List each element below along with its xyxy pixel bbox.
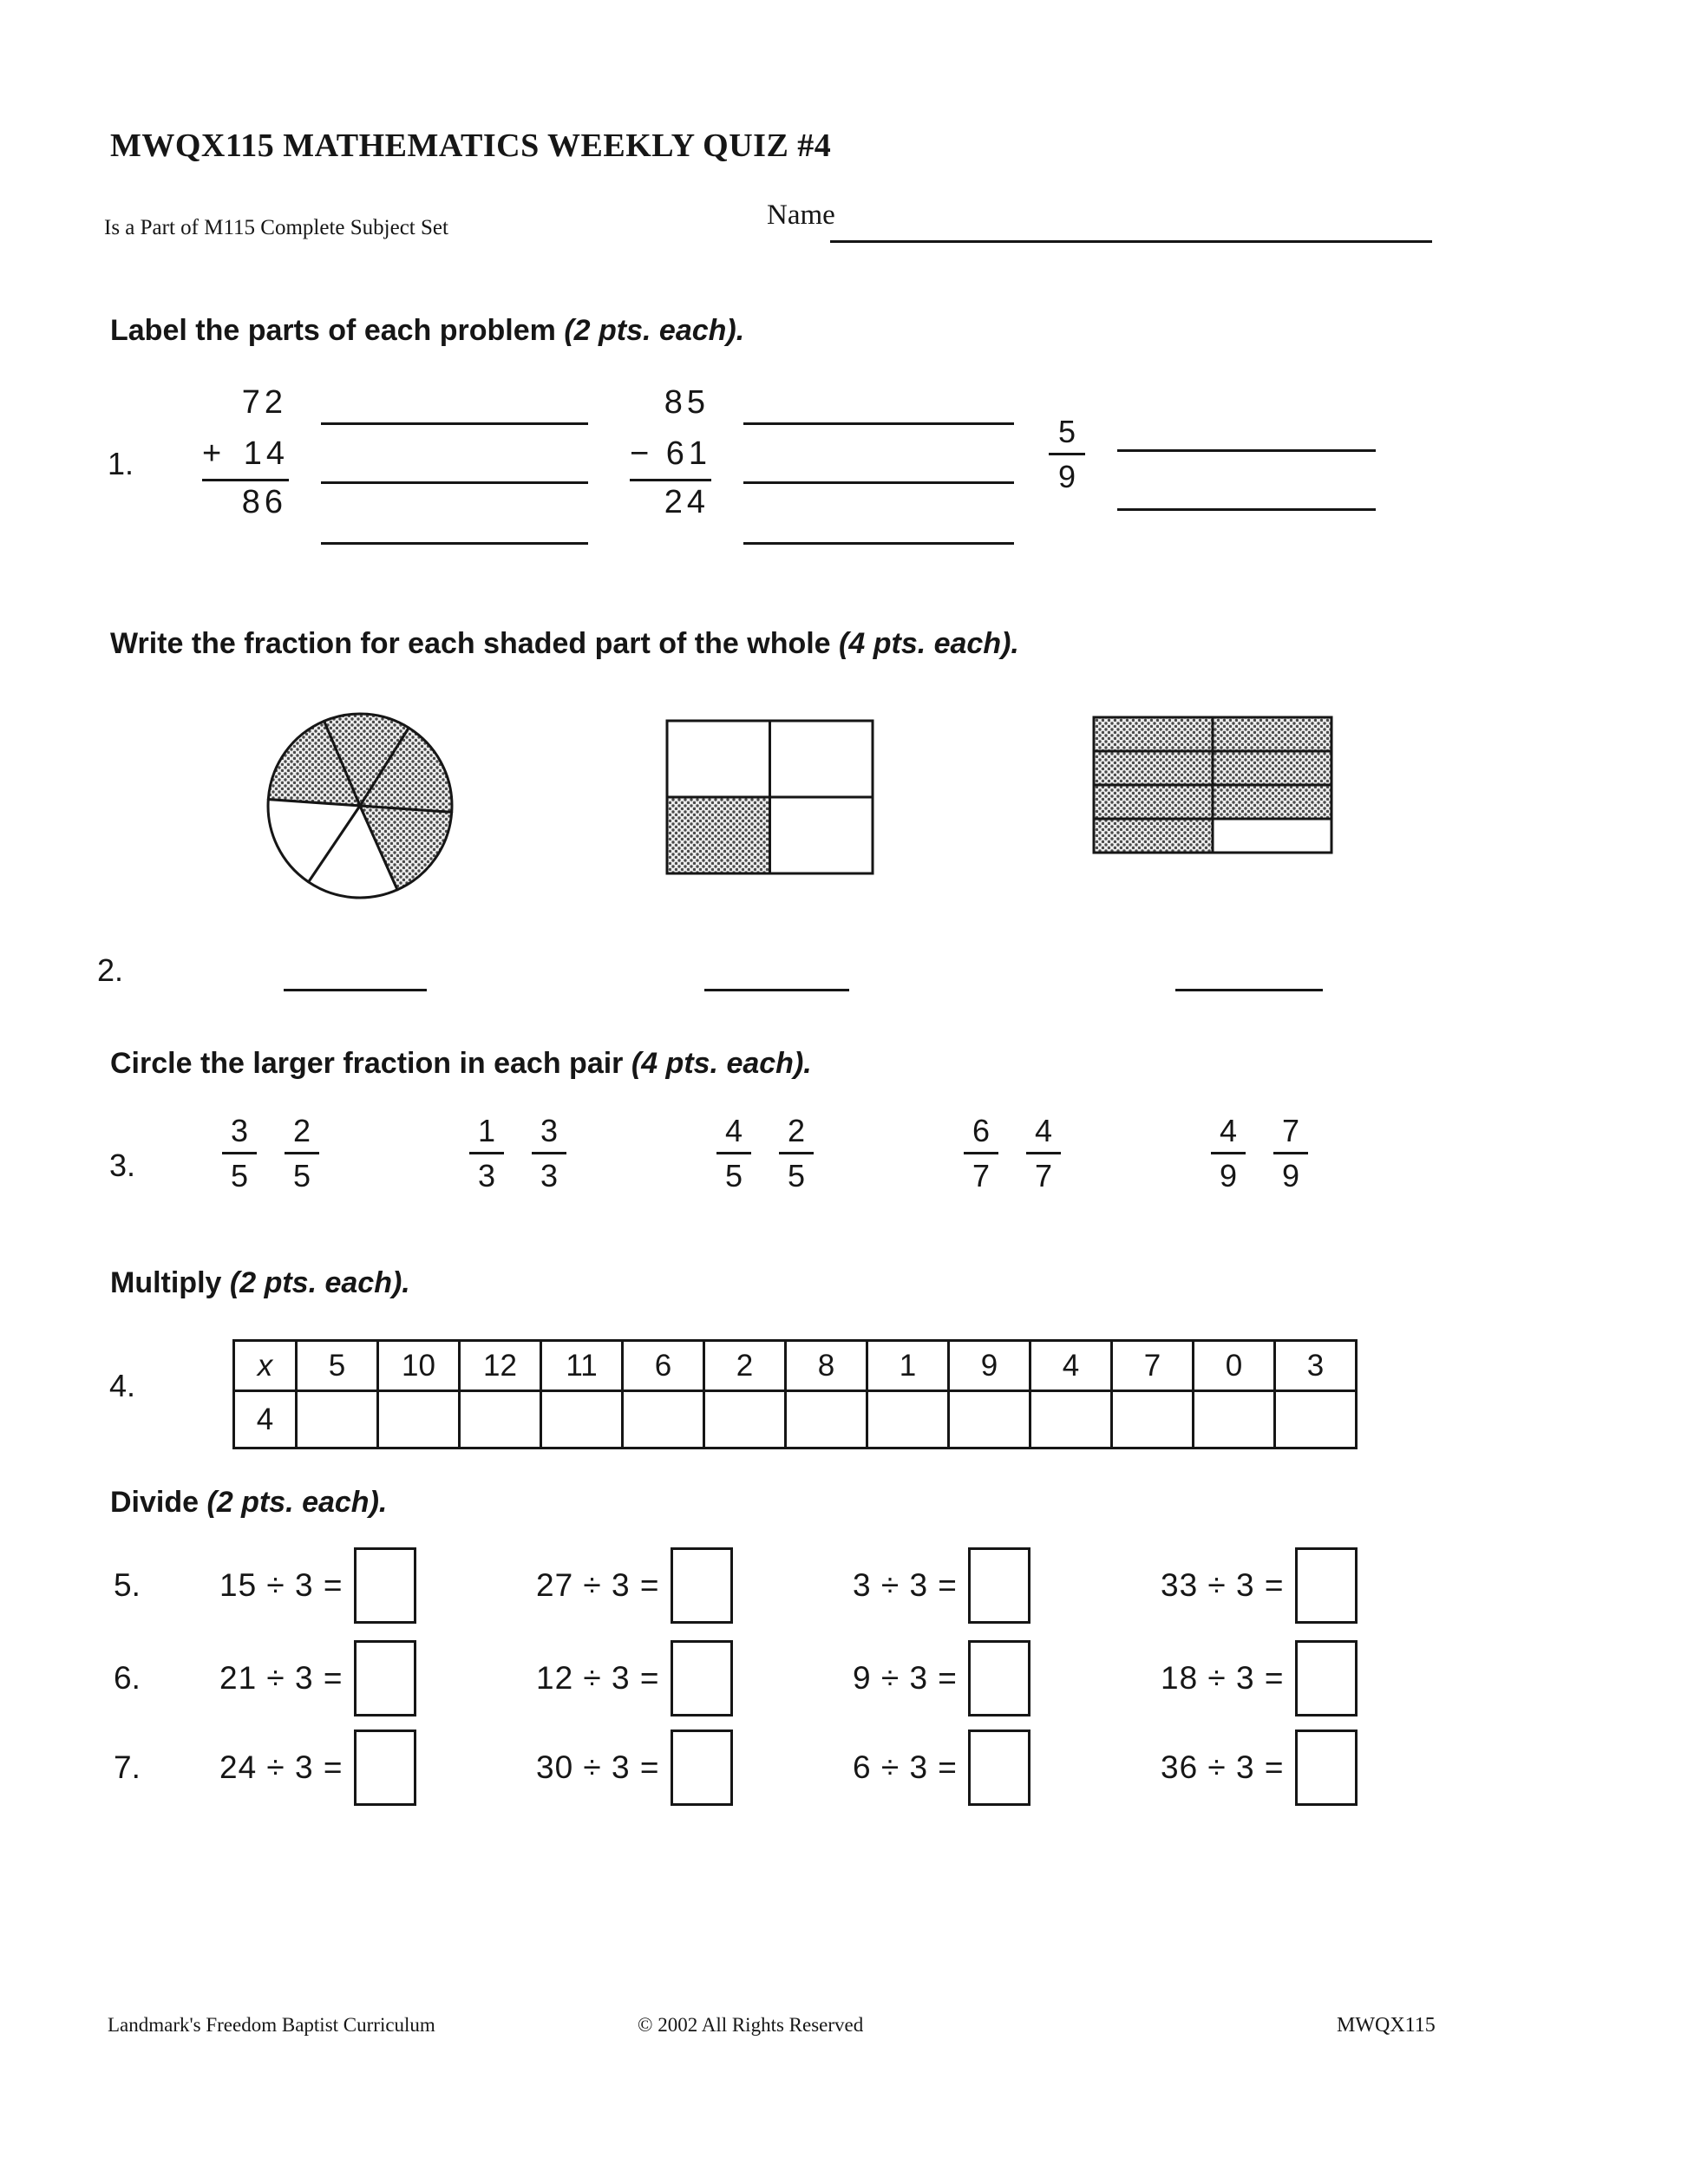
- division-problem: [219, 1728, 416, 1808]
- division-expression: 15 ÷ 3 =: [219, 1567, 343, 1603]
- division-problem: [536, 1546, 733, 1625]
- fraction-grid-2x2-shape: [665, 719, 874, 875]
- division-expression: 18 ÷ 3 =: [1161, 1660, 1285, 1696]
- division-row: [0, 1638, 1688, 1718]
- fraction-bar: [779, 1152, 814, 1154]
- fraction[interactable]: [1271, 1113, 1311, 1194]
- answer-box[interactable]: [968, 1640, 1030, 1716]
- division-expression: 24 ÷ 3 =: [219, 1749, 343, 1785]
- division-expression: 12 ÷ 3 =: [536, 1660, 660, 1696]
- answer-box[interactable]: [354, 1730, 416, 1806]
- problem-number-4: 4.: [109, 1368, 136, 1403]
- division-expression: 27 ÷ 3 =: [536, 1567, 660, 1603]
- multiplication-table: [232, 1339, 1358, 1449]
- subtraction-difference: 24: [664, 484, 710, 520]
- fraction[interactable]: [714, 1113, 754, 1194]
- name-label: Name: [767, 199, 835, 231]
- subtraction-problem: [630, 384, 711, 521]
- subtraction-subtrahend: 61: [665, 435, 711, 472]
- fraction-pair: [467, 1113, 569, 1194]
- fraction-bar: [716, 1152, 751, 1154]
- answer-box[interactable]: [354, 1547, 416, 1624]
- section1-heading-points: (2 pts. each).: [564, 314, 745, 347]
- fraction-denominator: 5: [724, 1158, 743, 1194]
- fraction-bar: [532, 1152, 566, 1154]
- fraction-denominator: 7: [1034, 1158, 1053, 1194]
- section5-heading: [110, 1486, 387, 1520]
- fraction-numerator: 4: [1034, 1113, 1053, 1148]
- fraction-denominator: 9: [1219, 1158, 1238, 1194]
- plus-sign: +: [202, 435, 226, 472]
- section2-heading: [110, 627, 1019, 661]
- product-answer-cell[interactable]: [1030, 1391, 1112, 1448]
- fraction-label-blank[interactable]: [1117, 508, 1376, 511]
- division-expression: 21 ÷ 3 =: [219, 1660, 343, 1696]
- multiplier-header-cell: 7: [1112, 1341, 1194, 1391]
- multiplier-header-cell: 11: [541, 1341, 623, 1391]
- multiplier-header-cell: 4: [1030, 1341, 1112, 1391]
- product-answer-cell[interactable]: [460, 1391, 541, 1448]
- fraction-numerator: 6: [972, 1113, 991, 1148]
- problem-number-6: 6.: [114, 1660, 141, 1696]
- product-answer-cell[interactable]: [297, 1391, 378, 1448]
- answer-box[interactable]: [968, 1547, 1030, 1624]
- fraction-pair: [714, 1113, 816, 1194]
- division-expression: 36 ÷ 3 =: [1161, 1749, 1285, 1785]
- fraction-numerator: 4: [1219, 1113, 1238, 1148]
- fraction-denominator: 9: [1281, 1158, 1300, 1194]
- fraction[interactable]: [1208, 1113, 1248, 1194]
- section5-heading-points: (2 pts. each).: [206, 1486, 388, 1519]
- fraction-answer-blank[interactable]: [1175, 989, 1323, 991]
- fraction-numerator: 1: [477, 1113, 496, 1148]
- division-row: [0, 1728, 1688, 1808]
- section3-heading-text: Circle the larger fraction in each pair: [110, 1047, 624, 1080]
- answer-box[interactable]: [671, 1730, 733, 1806]
- section2-heading-text: Write the fraction for each shaded part of the whole: [110, 627, 831, 660]
- label-blank[interactable]: [321, 422, 588, 425]
- section1-heading: [110, 314, 744, 348]
- fraction-denominator: 5: [787, 1158, 806, 1194]
- fraction-numerator: 2: [292, 1113, 311, 1148]
- product-answer-cell[interactable]: [786, 1391, 867, 1448]
- label-blank[interactable]: [743, 422, 1014, 425]
- fraction-denominator: 5: [230, 1158, 249, 1194]
- label-blank[interactable]: [321, 542, 588, 545]
- section3-heading-points: (4 pts. each).: [631, 1047, 812, 1080]
- fraction-bar: [1211, 1152, 1246, 1154]
- addition-sum: 86: [241, 484, 287, 520]
- fraction-bar: [1026, 1152, 1061, 1154]
- fraction-denominator: 3: [477, 1158, 496, 1194]
- fraction-numerator: 4: [724, 1113, 743, 1148]
- fraction[interactable]: [529, 1113, 569, 1194]
- division-problem: [853, 1638, 1030, 1718]
- fraction-denominator: 5: [292, 1158, 311, 1194]
- answer-box[interactable]: [968, 1730, 1030, 1806]
- section5-heading-text: Divide: [110, 1486, 200, 1519]
- answer-box[interactable]: [1295, 1547, 1358, 1624]
- answer-box[interactable]: [1295, 1730, 1358, 1806]
- product-answer-cell[interactable]: [541, 1391, 623, 1448]
- addition-problem: [202, 384, 289, 521]
- times-symbol-cell: x: [234, 1341, 297, 1391]
- addition-addend-bottom: 14: [243, 435, 289, 472]
- answer-box[interactable]: [1295, 1640, 1358, 1716]
- multiplier-header-cell: 1: [867, 1341, 949, 1391]
- product-answer-cell[interactable]: [1112, 1391, 1194, 1448]
- division-problem: [1161, 1546, 1358, 1625]
- fraction-label-blank[interactable]: [1117, 449, 1376, 452]
- multiplier-header-cell: 2: [704, 1341, 786, 1391]
- division-row: [0, 1546, 1688, 1625]
- division-expression: 9 ÷ 3 =: [853, 1660, 958, 1696]
- page-title: MWQX115 MATHEMATICS WEEKLY QUIZ #4: [110, 128, 832, 164]
- division-expression: 6 ÷ 3 =: [853, 1749, 958, 1785]
- sum-line: [202, 479, 289, 481]
- fraction[interactable]: [219, 1113, 259, 1194]
- page-subtitle: Is a Part of M115 Complete Subject Set: [104, 216, 448, 239]
- division-problem: [1161, 1638, 1358, 1718]
- problem-number-7: 7.: [114, 1749, 141, 1785]
- division-problem: [219, 1638, 416, 1718]
- problem-number-3: 3.: [109, 1148, 136, 1183]
- answer-box[interactable]: [671, 1640, 733, 1716]
- minus-sign: −: [630, 435, 654, 472]
- fraction[interactable]: [1024, 1113, 1063, 1194]
- fraction-numerator: 7: [1281, 1113, 1300, 1148]
- multiplier-header-cell: 8: [786, 1341, 867, 1391]
- multiplier-header-cell: 3: [1275, 1341, 1357, 1391]
- fraction-numerator: 3: [540, 1113, 559, 1148]
- division-problem: [536, 1728, 733, 1808]
- multiplicand-cell: 4: [234, 1391, 297, 1448]
- product-answer-cell[interactable]: [378, 1391, 460, 1448]
- problem-number-5: 5.: [114, 1567, 141, 1603]
- multiplier-header-cell: 10: [378, 1341, 460, 1391]
- section4-heading: [110, 1266, 410, 1300]
- subtraction-minuend: 85: [664, 384, 710, 421]
- product-answer-cell[interactable]: [704, 1391, 786, 1448]
- division-expression: 33 ÷ 3 =: [1161, 1567, 1285, 1603]
- fraction-bar: [1049, 453, 1085, 455]
- footer-doc-code: MWQX115: [1337, 2014, 1436, 2037]
- fraction-bar: [285, 1152, 319, 1154]
- multiplier-header-cell: 12: [460, 1341, 541, 1391]
- label-blank[interactable]: [743, 542, 1014, 545]
- multiplier-header-cell: 5: [297, 1341, 378, 1391]
- division-problem: [853, 1728, 1030, 1808]
- answer-box[interactable]: [354, 1640, 416, 1716]
- fraction[interactable]: [282, 1113, 322, 1194]
- problem-number-1: 1.: [108, 446, 134, 481]
- fraction-denominator: 7: [972, 1158, 991, 1194]
- fraction-numerator: 2: [787, 1113, 806, 1148]
- fraction-circle-shape: [265, 711, 455, 900]
- division-expression: 30 ÷ 3 =: [536, 1749, 660, 1785]
- fraction-pair: [1208, 1113, 1311, 1194]
- section2-heading-points: (4 pts. each).: [839, 627, 1019, 660]
- footer-curriculum: Landmark's Freedom Baptist Curriculum: [108, 2014, 435, 2036]
- name-input-line[interactable]: [830, 240, 1432, 243]
- difference-line: [630, 479, 711, 481]
- label-blank[interactable]: [743, 481, 1014, 484]
- fraction-bar: [1273, 1152, 1308, 1154]
- division-expression: 3 ÷ 3 =: [853, 1567, 958, 1603]
- section4-heading-text: Multiply: [110, 1266, 222, 1299]
- fraction-numerator: 3: [230, 1113, 249, 1148]
- addition-addend-top: 72: [241, 384, 287, 421]
- fraction-answer-blank[interactable]: [704, 989, 849, 991]
- fraction-denominator: 3: [540, 1158, 559, 1194]
- fraction-bar: [964, 1152, 998, 1154]
- fraction-example: [1046, 414, 1088, 495]
- fraction-answer-blank[interactable]: [284, 989, 427, 991]
- section1-heading-text: Label the parts of each problem: [110, 314, 556, 347]
- fraction[interactable]: [776, 1113, 816, 1194]
- fraction-pair: [219, 1113, 322, 1194]
- footer-copyright: © 2002 All Rights Reserved: [638, 2014, 864, 2036]
- fraction-bar: [222, 1152, 257, 1154]
- product-answer-cell[interactable]: [1194, 1391, 1275, 1448]
- multiplier-header-cell: 0: [1194, 1341, 1275, 1391]
- fraction[interactable]: [467, 1113, 507, 1194]
- multiplier-header-cell: 6: [623, 1341, 704, 1391]
- division-problem: [1161, 1728, 1358, 1808]
- fraction-numerator: 5: [1057, 414, 1076, 449]
- fraction-grid-4x2-shape: [1092, 716, 1333, 854]
- fraction[interactable]: [961, 1113, 1001, 1194]
- fraction-bar: [469, 1152, 504, 1154]
- section3-heading: [110, 1047, 812, 1081]
- division-problem: [219, 1546, 416, 1625]
- answer-box[interactable]: [671, 1547, 733, 1624]
- product-answer-cell[interactable]: [623, 1391, 704, 1448]
- multiplier-header-cell: 9: [949, 1341, 1030, 1391]
- product-answer-cell[interactable]: [867, 1391, 949, 1448]
- problem-number-2: 2.: [97, 952, 124, 988]
- division-problem: [536, 1638, 733, 1718]
- division-problem: [853, 1546, 1030, 1625]
- product-answer-cell[interactable]: [1275, 1391, 1357, 1448]
- fraction-pair: [961, 1113, 1063, 1194]
- section4-heading-points: (2 pts. each).: [229, 1266, 410, 1299]
- product-answer-cell[interactable]: [949, 1391, 1030, 1448]
- fraction-denominator: 9: [1057, 459, 1076, 495]
- label-blank[interactable]: [321, 481, 588, 484]
